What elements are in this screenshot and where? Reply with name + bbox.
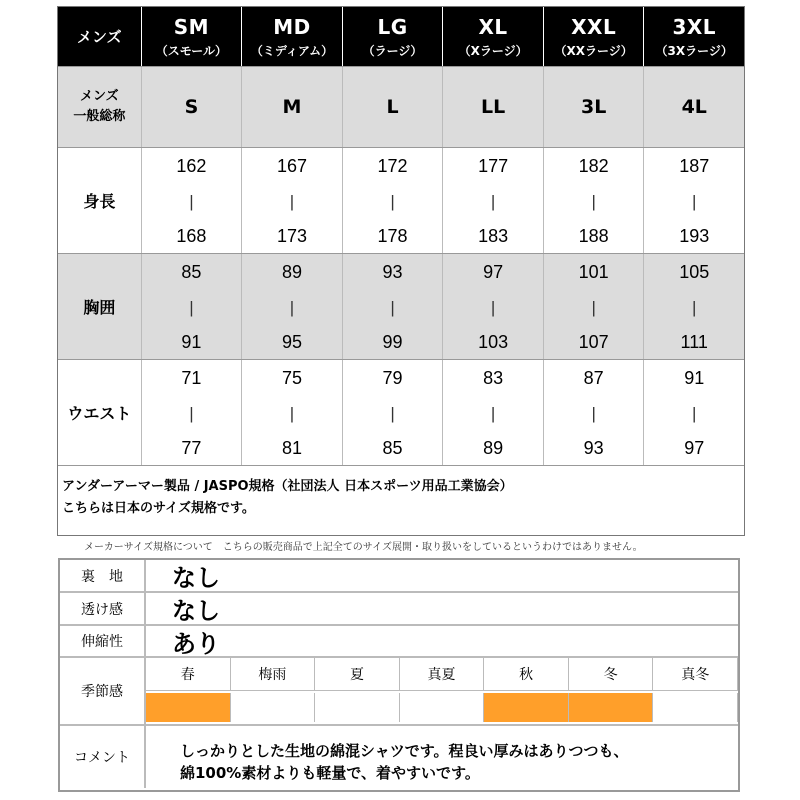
size-col-md: MD （ミディアム） [241, 7, 342, 66]
season-mark [569, 693, 654, 722]
comment-text: しっかりとした生地の綿混シャツです。程良い厚みはありつつも、 綿100%素材よりも軽量で、着やすいです。 [180, 742, 629, 782]
general-size-row [58, 66, 744, 147]
height-cell: 172 | 178 [342, 148, 443, 253]
chest-cell: 89 | 95 [241, 254, 342, 359]
chest-cell: 97 | 103 [442, 254, 543, 359]
chest-cell: 105 | 111 [643, 254, 744, 359]
size-standard-note: アンダーアーマー製品 / JASPO規格（社団法人 日本スポーツ用品工業協会） こちらは日本のサイズ規格です。 [58, 465, 744, 539]
height-cell: 182 | 188 [543, 148, 644, 253]
general-size-cell: S [141, 67, 242, 147]
stretch-row [60, 626, 738, 658]
waist-cell: 79 | 85 [342, 360, 443, 465]
season-name: 真夏 [400, 658, 485, 691]
height-cell: 167 | 173 [241, 148, 342, 253]
season-name: 梅雨 [231, 658, 316, 691]
lining-label: 裏 地 [60, 560, 146, 591]
chest-cell: 101 | 107 [543, 254, 644, 359]
season-marks [146, 691, 738, 724]
sheerness-row [60, 593, 738, 626]
size-col-xl: XL （Xラージ） [442, 7, 543, 66]
general-size-cell: 3L [543, 67, 644, 147]
season-mark [315, 693, 400, 722]
season-mark [146, 693, 231, 722]
size-chart-table [57, 6, 745, 536]
chest-row [58, 253, 744, 359]
height-label: 身長 [83, 192, 116, 211]
comment-label: コメント [60, 726, 146, 788]
season-mark [231, 693, 316, 722]
waist-cell: 75 | 81 [241, 360, 342, 465]
waist-label: ウエスト [67, 404, 132, 423]
season-name: 真冬 [653, 658, 738, 691]
maker-size-disclaimer: メーカーサイズ規格について こちらの販売商品で上記全てのサイズ展開・取り扱いをしているというわけではありません。 [84, 542, 643, 553]
lining-value: なし [172, 564, 220, 592]
size-col-3xl: 3XL （3Xラージ） [643, 7, 744, 66]
general-size-cell: 4L [643, 67, 744, 147]
season-row [60, 658, 738, 726]
size-col-lg: LG （ラージ） [342, 7, 443, 66]
season-mark [484, 693, 569, 722]
height-cell: 177 | 183 [442, 148, 543, 253]
season-grid [146, 658, 738, 724]
waist-cell: 83 | 89 [442, 360, 543, 465]
general-size-cell: LL [442, 67, 543, 147]
height-cell: 187 | 193 [643, 148, 744, 253]
stretch-label: 伸縮性 [60, 626, 146, 656]
season-name: 秋 [484, 658, 569, 691]
chest-cell: 93 | 99 [342, 254, 443, 359]
general-size-label: メンズ 一般総称 [73, 89, 126, 124]
chest-cell: 85 | 91 [141, 254, 242, 359]
waist-cell: 71 | 77 [141, 360, 242, 465]
season-mark [400, 693, 485, 722]
season-name: 夏 [315, 658, 400, 691]
general-size-cell: M [241, 67, 342, 147]
general-size-cell: L [342, 67, 443, 147]
fabric-attributes-table [58, 558, 740, 792]
sheerness-label: 透け感 [60, 593, 146, 624]
comment-row [60, 726, 738, 788]
lining-row [60, 560, 738, 593]
height-row [58, 147, 744, 253]
size-header-row [58, 7, 744, 66]
season-mark [653, 693, 738, 722]
height-cell: 162 | 168 [141, 148, 242, 253]
waist-cell: 91 | 97 [643, 360, 744, 465]
season-name: 冬 [569, 658, 654, 691]
season-label: 季節感 [60, 658, 146, 724]
size-col-xxl: XXL （XXラージ） [543, 7, 644, 66]
chest-label: 胸囲 [83, 298, 116, 317]
header-label: メンズ [77, 28, 122, 46]
size-col-sm: SM （スモール） [141, 7, 242, 66]
season-name: 春 [146, 658, 231, 691]
season-names [146, 658, 738, 691]
waist-row [58, 359, 744, 465]
stretch-value: あり [172, 629, 220, 658]
waist-cell: 87 | 93 [543, 360, 644, 465]
sheerness-value: なし [172, 597, 220, 625]
